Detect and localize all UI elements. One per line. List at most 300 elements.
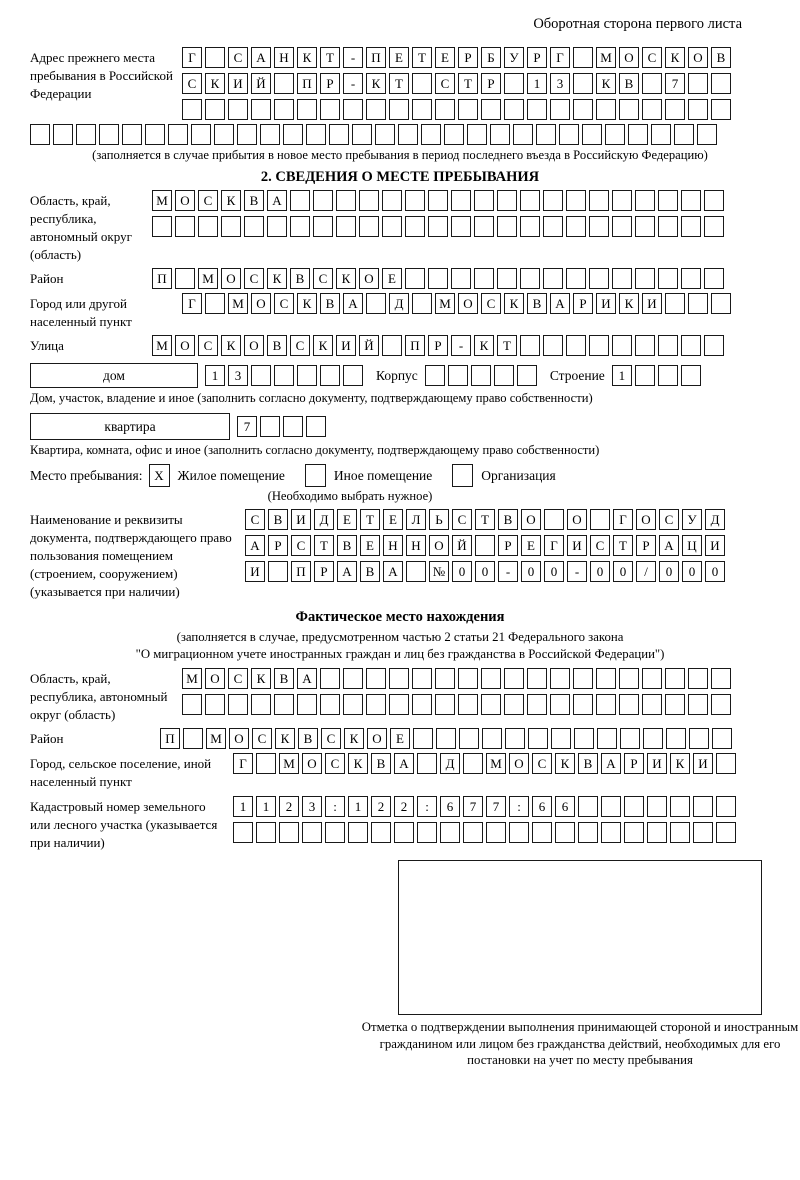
char-cell[interactable]: С: [313, 268, 333, 289]
char-cell[interactable]: [635, 365, 655, 386]
char-cell[interactable]: [475, 535, 495, 556]
char-cell[interactable]: 2: [279, 796, 299, 817]
char-cell[interactable]: Г: [613, 509, 633, 530]
char-cell[interactable]: [463, 753, 483, 774]
char-cell[interactable]: [666, 728, 686, 749]
char-cell[interactable]: [619, 694, 639, 715]
char-cell[interactable]: [582, 124, 602, 145]
char-cell[interactable]: [612, 190, 632, 211]
char-cell[interactable]: [551, 728, 571, 749]
char-cell[interactable]: С: [228, 47, 248, 68]
char-cell[interactable]: [428, 268, 448, 289]
char-cell[interactable]: [444, 124, 464, 145]
char-cell[interactable]: [635, 190, 655, 211]
char-cell[interactable]: С: [244, 268, 264, 289]
char-cell[interactable]: Ь: [429, 509, 449, 530]
char-cell[interactable]: [421, 124, 441, 145]
char-cell[interactable]: [513, 124, 533, 145]
char-cell[interactable]: [205, 694, 225, 715]
char-cell[interactable]: [566, 268, 586, 289]
char-cell[interactable]: [573, 99, 593, 120]
char-cell[interactable]: У: [504, 47, 524, 68]
char-cell[interactable]: Г: [182, 293, 202, 314]
char-cell[interactable]: [251, 365, 271, 386]
char-cell[interactable]: Г: [550, 47, 570, 68]
char-cell[interactable]: О: [521, 509, 541, 530]
char-cell[interactable]: [436, 728, 456, 749]
char-cell[interactable]: В: [578, 753, 598, 774]
char-cell[interactable]: Н: [383, 535, 403, 556]
char-cell[interactable]: [76, 124, 96, 145]
char-cell[interactable]: А: [601, 753, 621, 774]
char-cell[interactable]: К: [348, 753, 368, 774]
char-cell[interactable]: [474, 190, 494, 211]
char-cell[interactable]: [205, 99, 225, 120]
char-cell[interactable]: Б: [481, 47, 501, 68]
char-cell[interactable]: [175, 268, 195, 289]
char-cell[interactable]: [612, 268, 632, 289]
char-cell[interactable]: С: [642, 47, 662, 68]
char-cell[interactable]: [578, 796, 598, 817]
char-cell[interactable]: [543, 335, 563, 356]
char-cell[interactable]: 6: [440, 796, 460, 817]
char-cell[interactable]: [267, 216, 287, 237]
char-cell[interactable]: Д: [440, 753, 460, 774]
char-cell[interactable]: К: [297, 47, 317, 68]
char-cell[interactable]: Р: [573, 293, 593, 314]
char-cell[interactable]: [412, 668, 432, 689]
char-cell[interactable]: [490, 124, 510, 145]
char-cell[interactable]: [590, 509, 610, 530]
char-cell[interactable]: 0: [705, 561, 725, 582]
char-cell[interactable]: [643, 728, 663, 749]
char-cell[interactable]: [543, 268, 563, 289]
char-cell[interactable]: [451, 216, 471, 237]
char-cell[interactable]: А: [251, 47, 271, 68]
char-cell[interactable]: [505, 728, 525, 749]
char-cell[interactable]: Р: [498, 535, 518, 556]
char-cell[interactable]: [559, 124, 579, 145]
char-cell[interactable]: В: [320, 293, 340, 314]
char-cell[interactable]: К: [344, 728, 364, 749]
char-cell[interactable]: [428, 190, 448, 211]
char-cell[interactable]: [481, 99, 501, 120]
char-cell[interactable]: Г: [182, 47, 202, 68]
char-cell[interactable]: П: [366, 47, 386, 68]
char-cell[interactable]: В: [360, 561, 380, 582]
char-cell[interactable]: [573, 73, 593, 94]
char-cell[interactable]: [228, 99, 248, 120]
char-cell[interactable]: К: [555, 753, 575, 774]
char-cell[interactable]: [520, 268, 540, 289]
char-cell[interactable]: 2: [371, 796, 391, 817]
char-cell[interactable]: И: [596, 293, 616, 314]
char-cell[interactable]: И: [336, 335, 356, 356]
char-cell[interactable]: [366, 99, 386, 120]
char-cell[interactable]: С: [182, 73, 202, 94]
char-cell[interactable]: [665, 293, 685, 314]
char-cell[interactable]: Е: [383, 509, 403, 530]
checkbox-organization[interactable]: [452, 464, 473, 487]
char-cell[interactable]: [517, 365, 537, 386]
char-cell[interactable]: [658, 335, 678, 356]
char-cell[interactable]: [670, 822, 690, 843]
char-cell[interactable]: Д: [314, 509, 334, 530]
char-cell[interactable]: 3: [302, 796, 322, 817]
char-cell[interactable]: К: [297, 293, 317, 314]
char-cell[interactable]: [693, 796, 713, 817]
char-cell[interactable]: [306, 416, 326, 437]
char-cell[interactable]: П: [160, 728, 180, 749]
char-cell[interactable]: [471, 365, 491, 386]
char-cell[interactable]: [389, 99, 409, 120]
char-cell[interactable]: В: [711, 47, 731, 68]
char-cell[interactable]: О: [221, 268, 241, 289]
char-cell[interactable]: И: [291, 509, 311, 530]
char-cell[interactable]: [536, 124, 556, 145]
char-cell[interactable]: [228, 694, 248, 715]
char-cell[interactable]: Р: [481, 73, 501, 94]
char-cell[interactable]: [635, 216, 655, 237]
char-cell[interactable]: [371, 822, 391, 843]
char-cell[interactable]: Р: [428, 335, 448, 356]
char-cell[interactable]: [566, 335, 586, 356]
apartment-kind-box[interactable]: квартира: [30, 413, 230, 440]
char-cell[interactable]: [532, 822, 552, 843]
char-cell[interactable]: 0: [659, 561, 679, 582]
char-cell[interactable]: [504, 668, 524, 689]
char-cell[interactable]: П: [297, 73, 317, 94]
char-cell[interactable]: [497, 268, 517, 289]
char-cell[interactable]: [601, 822, 621, 843]
char-cell[interactable]: [440, 822, 460, 843]
char-cell[interactable]: К: [275, 728, 295, 749]
char-cell[interactable]: [494, 365, 514, 386]
char-cell[interactable]: [191, 124, 211, 145]
char-cell[interactable]: Е: [435, 47, 455, 68]
char-cell[interactable]: [417, 822, 437, 843]
char-cell[interactable]: В: [290, 268, 310, 289]
char-cell[interactable]: [589, 335, 609, 356]
char-cell[interactable]: [306, 124, 326, 145]
char-cell[interactable]: [279, 822, 299, 843]
char-cell[interactable]: В: [268, 509, 288, 530]
char-cell[interactable]: [382, 190, 402, 211]
char-cell[interactable]: [320, 668, 340, 689]
char-cell[interactable]: 1: [348, 796, 368, 817]
char-cell[interactable]: [681, 268, 701, 289]
char-cell[interactable]: М: [198, 268, 218, 289]
char-cell[interactable]: [642, 73, 662, 94]
char-cell[interactable]: [543, 216, 563, 237]
char-cell[interactable]: [256, 822, 276, 843]
char-cell[interactable]: С: [325, 753, 345, 774]
char-cell[interactable]: 3: [550, 73, 570, 94]
char-cell[interactable]: [260, 124, 280, 145]
char-cell[interactable]: [283, 416, 303, 437]
char-cell[interactable]: Т: [389, 73, 409, 94]
char-cell[interactable]: П: [291, 561, 311, 582]
char-cell[interactable]: И: [705, 535, 725, 556]
char-cell[interactable]: [320, 694, 340, 715]
char-cell[interactable]: [520, 216, 540, 237]
char-cell[interactable]: 3: [228, 365, 248, 386]
char-cell[interactable]: Д: [705, 509, 725, 530]
char-cell[interactable]: Л: [406, 509, 426, 530]
char-cell[interactable]: [251, 99, 271, 120]
char-cell[interactable]: [486, 822, 506, 843]
char-cell[interactable]: П: [405, 335, 425, 356]
char-cell[interactable]: [451, 268, 471, 289]
char-cell[interactable]: Й: [452, 535, 472, 556]
char-cell[interactable]: С: [252, 728, 272, 749]
char-cell[interactable]: [405, 190, 425, 211]
char-cell[interactable]: [348, 822, 368, 843]
char-cell[interactable]: [566, 190, 586, 211]
char-cell[interactable]: А: [343, 293, 363, 314]
char-cell[interactable]: [688, 668, 708, 689]
char-cell[interactable]: [550, 668, 570, 689]
char-cell[interactable]: 1: [527, 73, 547, 94]
checkbox-other-premises[interactable]: [305, 464, 326, 487]
char-cell[interactable]: [716, 796, 736, 817]
char-cell[interactable]: Т: [458, 73, 478, 94]
char-cell[interactable]: [481, 668, 501, 689]
char-cell[interactable]: [435, 694, 455, 715]
char-cell[interactable]: [704, 190, 724, 211]
char-cell[interactable]: [359, 216, 379, 237]
char-cell[interactable]: О: [359, 268, 379, 289]
char-cell[interactable]: [681, 190, 701, 211]
char-cell[interactable]: [425, 365, 445, 386]
char-cell[interactable]: [642, 668, 662, 689]
char-cell[interactable]: Г: [544, 535, 564, 556]
char-cell[interactable]: [566, 216, 586, 237]
char-cell[interactable]: [405, 268, 425, 289]
char-cell[interactable]: К: [267, 268, 287, 289]
char-cell[interactable]: [520, 190, 540, 211]
char-cell[interactable]: [689, 728, 709, 749]
char-cell[interactable]: И: [693, 753, 713, 774]
char-cell[interactable]: К: [670, 753, 690, 774]
char-cell[interactable]: [274, 73, 294, 94]
char-cell[interactable]: [168, 124, 188, 145]
char-cell[interactable]: [681, 335, 701, 356]
char-cell[interactable]: [412, 293, 432, 314]
char-cell[interactable]: [497, 216, 517, 237]
char-cell[interactable]: [458, 668, 478, 689]
char-cell[interactable]: Е: [390, 728, 410, 749]
char-cell[interactable]: [665, 99, 685, 120]
char-cell[interactable]: К: [619, 293, 639, 314]
char-cell[interactable]: [417, 753, 437, 774]
char-cell[interactable]: [366, 694, 386, 715]
char-cell[interactable]: [605, 124, 625, 145]
char-cell[interactable]: [122, 124, 142, 145]
char-cell[interactable]: [297, 365, 317, 386]
char-cell[interactable]: [693, 822, 713, 843]
char-cell[interactable]: В: [274, 668, 294, 689]
char-cell[interactable]: [716, 822, 736, 843]
char-cell[interactable]: [527, 668, 547, 689]
char-cell[interactable]: [451, 190, 471, 211]
char-cell[interactable]: [145, 124, 165, 145]
char-cell[interactable]: [389, 694, 409, 715]
char-cell[interactable]: [382, 335, 402, 356]
char-cell[interactable]: [329, 124, 349, 145]
char-cell[interactable]: Н: [274, 47, 294, 68]
char-cell[interactable]: С: [435, 73, 455, 94]
char-cell[interactable]: [256, 753, 276, 774]
char-cell[interactable]: [366, 293, 386, 314]
char-cell[interactable]: [237, 124, 257, 145]
char-cell[interactable]: У: [682, 509, 702, 530]
char-cell[interactable]: [359, 190, 379, 211]
char-cell[interactable]: [244, 216, 264, 237]
char-cell[interactable]: С: [198, 190, 218, 211]
char-cell[interactable]: [574, 728, 594, 749]
char-cell[interactable]: Р: [314, 561, 334, 582]
char-cell[interactable]: М: [486, 753, 506, 774]
char-cell[interactable]: О: [229, 728, 249, 749]
char-cell[interactable]: [214, 124, 234, 145]
char-cell[interactable]: Т: [475, 509, 495, 530]
char-cell[interactable]: [509, 822, 529, 843]
char-cell[interactable]: [596, 99, 616, 120]
char-cell[interactable]: [635, 335, 655, 356]
char-cell[interactable]: [704, 216, 724, 237]
char-cell[interactable]: [589, 268, 609, 289]
char-cell[interactable]: С: [274, 293, 294, 314]
char-cell[interactable]: А: [550, 293, 570, 314]
char-cell[interactable]: [711, 99, 731, 120]
char-cell[interactable]: [635, 268, 655, 289]
char-cell[interactable]: [320, 99, 340, 120]
char-cell[interactable]: С: [590, 535, 610, 556]
char-cell[interactable]: :: [509, 796, 529, 817]
char-cell[interactable]: О: [205, 668, 225, 689]
char-cell[interactable]: Г: [233, 753, 253, 774]
char-cell[interactable]: [389, 668, 409, 689]
char-cell[interactable]: [670, 796, 690, 817]
char-cell[interactable]: -: [343, 47, 363, 68]
char-cell[interactable]: [642, 99, 662, 120]
char-cell[interactable]: [688, 293, 708, 314]
char-cell[interactable]: [467, 124, 487, 145]
char-cell[interactable]: [527, 99, 547, 120]
char-cell[interactable]: [550, 694, 570, 715]
char-cell[interactable]: [382, 216, 402, 237]
char-cell[interactable]: [711, 694, 731, 715]
char-cell[interactable]: [99, 124, 119, 145]
char-cell[interactable]: 1: [612, 365, 632, 386]
char-cell[interactable]: [573, 47, 593, 68]
char-cell[interactable]: -: [343, 73, 363, 94]
char-cell[interactable]: [665, 668, 685, 689]
char-cell[interactable]: Р: [636, 535, 656, 556]
char-cell[interactable]: -: [567, 561, 587, 582]
char-cell[interactable]: 6: [555, 796, 575, 817]
char-cell[interactable]: Т: [314, 535, 334, 556]
char-cell[interactable]: [620, 728, 640, 749]
char-cell[interactable]: [394, 822, 414, 843]
char-cell[interactable]: 0: [590, 561, 610, 582]
char-cell[interactable]: М: [206, 728, 226, 749]
char-cell[interactable]: /: [636, 561, 656, 582]
char-cell[interactable]: [205, 293, 225, 314]
char-cell[interactable]: А: [297, 668, 317, 689]
char-cell[interactable]: 7: [665, 73, 685, 94]
char-cell[interactable]: Й: [359, 335, 379, 356]
char-cell[interactable]: 7: [486, 796, 506, 817]
char-cell[interactable]: [589, 216, 609, 237]
char-cell[interactable]: К: [474, 335, 494, 356]
char-cell[interactable]: М: [152, 190, 172, 211]
char-cell[interactable]: 0: [475, 561, 495, 582]
char-cell[interactable]: [674, 124, 694, 145]
char-cell[interactable]: О: [619, 47, 639, 68]
char-cell[interactable]: [647, 796, 667, 817]
char-cell[interactable]: [183, 728, 203, 749]
char-cell[interactable]: 0: [452, 561, 472, 582]
char-cell[interactable]: [578, 822, 598, 843]
house-kind-box[interactable]: дом: [30, 363, 198, 388]
char-cell[interactable]: С: [481, 293, 501, 314]
char-cell[interactable]: [283, 124, 303, 145]
char-cell[interactable]: :: [417, 796, 437, 817]
char-cell[interactable]: [474, 268, 494, 289]
char-cell[interactable]: К: [504, 293, 524, 314]
char-cell[interactable]: В: [619, 73, 639, 94]
char-cell[interactable]: Р: [320, 73, 340, 94]
char-cell[interactable]: 1: [233, 796, 253, 817]
char-cell[interactable]: [658, 216, 678, 237]
char-cell[interactable]: [297, 99, 317, 120]
char-cell[interactable]: [336, 216, 356, 237]
char-cell[interactable]: С: [532, 753, 552, 774]
char-cell[interactable]: К: [366, 73, 386, 94]
char-cell[interactable]: М: [596, 47, 616, 68]
char-cell[interactable]: Н: [406, 535, 426, 556]
char-cell[interactable]: [688, 99, 708, 120]
char-cell[interactable]: 7: [463, 796, 483, 817]
char-cell[interactable]: [458, 99, 478, 120]
char-cell[interactable]: [619, 99, 639, 120]
char-cell[interactable]: [352, 124, 372, 145]
char-cell[interactable]: [268, 561, 288, 582]
char-cell[interactable]: Р: [527, 47, 547, 68]
char-cell[interactable]: [406, 561, 426, 582]
char-cell[interactable]: :: [325, 796, 345, 817]
char-cell[interactable]: С: [452, 509, 472, 530]
char-cell[interactable]: [497, 190, 517, 211]
char-cell[interactable]: П: [152, 268, 172, 289]
char-cell[interactable]: И: [642, 293, 662, 314]
char-cell[interactable]: [182, 694, 202, 715]
char-cell[interactable]: [320, 365, 340, 386]
char-cell[interactable]: [589, 190, 609, 211]
char-cell[interactable]: [198, 216, 218, 237]
char-cell[interactable]: [412, 99, 432, 120]
char-cell[interactable]: К: [336, 268, 356, 289]
char-cell[interactable]: И: [245, 561, 265, 582]
char-cell[interactable]: [152, 216, 172, 237]
char-cell[interactable]: [688, 73, 708, 94]
char-cell[interactable]: 0: [521, 561, 541, 582]
char-cell[interactable]: [528, 728, 548, 749]
char-cell[interactable]: М: [435, 293, 455, 314]
char-cell[interactable]: [274, 99, 294, 120]
